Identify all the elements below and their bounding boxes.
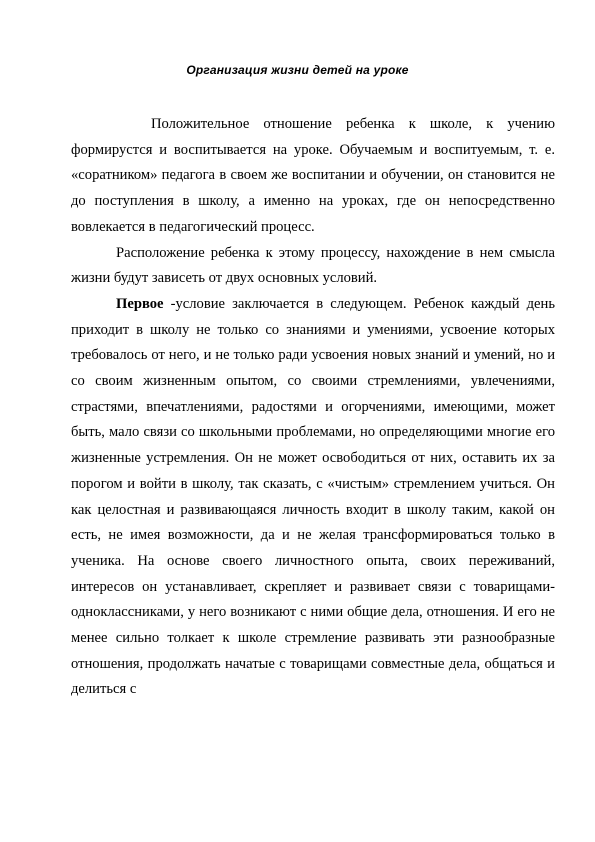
- paragraph-2: Расположение ребенка к этому процессу, нахождение в нем смысла жизни будут зависеть от двух основных условий.: [71, 244, 555, 287]
- document-body: [71, 112, 555, 703]
- paragraph-3-lead: Первое: [116, 295, 164, 312]
- paragraph-3-text: -условие заключается в следующем. Ребенок каждый день приходит в школу не только со знаниями и умениями, усвоение которых требовалось от него, и не только ради усвоения новых знаний и умений, но и со своим жизненным опытом, со своими стремлениями, увлечениями, страстями, впечатлениями, радостями и огорчениями, имеющими, может быть, мало связи со школьными проблемами, но определяющими многие его жизненные устремления. Он не может освободиться от них, оставить их за порогом и войти в школу, так сказать, с «чистым» стремлением учиться. Он как целостная и развивающаяся личность входит в школу таким, какой он есть, не имея возможности, да и не желая трансформироваться только в ученика. На основе своего личностного опыта, своих переживаний, интересов он устанавливает, скрепляет и развивает связи с товарищами-одноклассниками, у него возникают с ними общие дела, отношения. И его не менее сильно толкает к школе стремление развивать эти разнообразные отношения, продолжать начатые с товарищами совместные дела, общаться и делиться с: [71, 295, 555, 698]
- paragraph-1: Положительное отношение ребенка к школе, к учению формирустся и воспитывается на уроке. Обучаемым и воспитуемым, т. е. «соратником» педагога в своем же воспитании и обучении, он становится не до поступления в школу, а именно на уроках, где он непосредственно вовлекается в педагогический процесс.: [71, 116, 555, 235]
- document-title: Организация жизни детей на уроке: [186, 63, 409, 77]
- paragraph-3: [71, 292, 555, 703]
